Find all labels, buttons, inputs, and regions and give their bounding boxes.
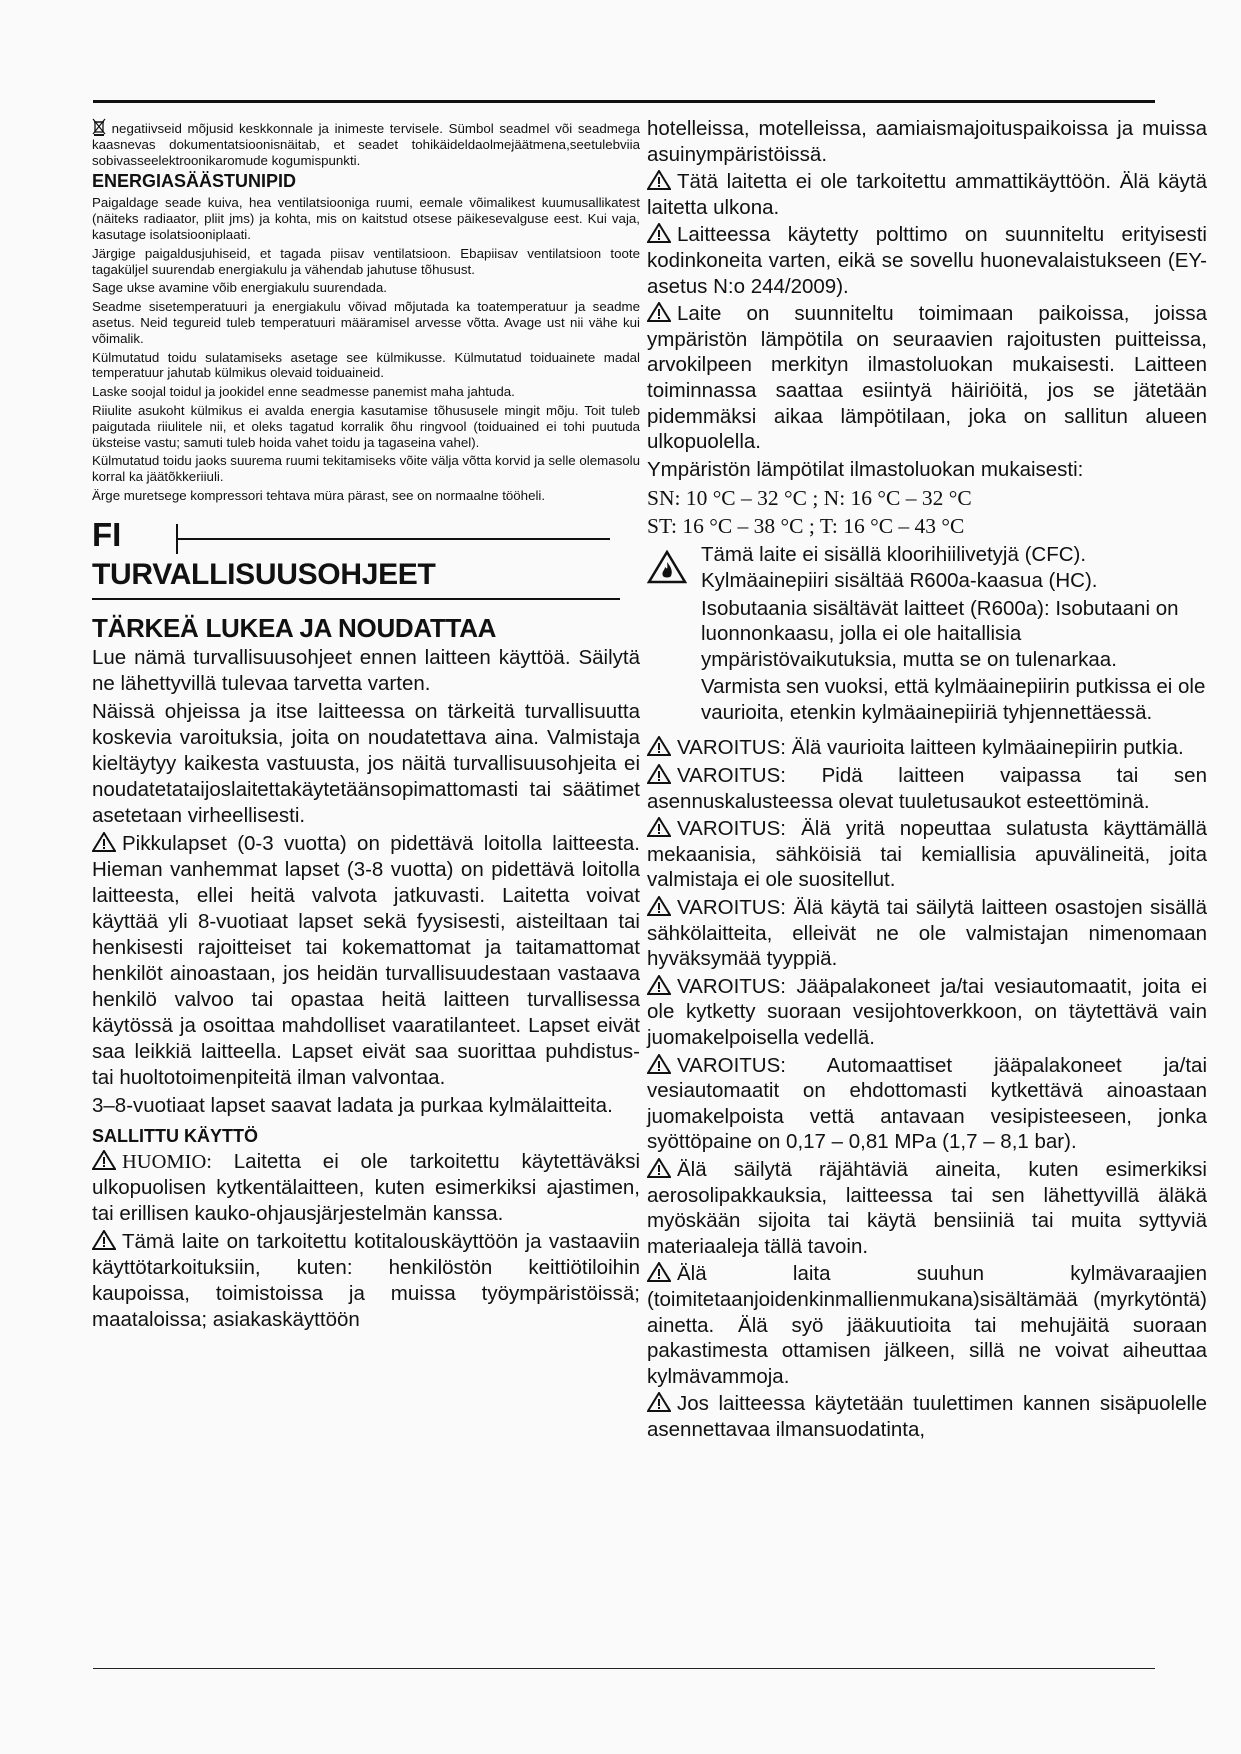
fi-warning-paragraph (647, 763, 1207, 814)
fi-warning-paragraph (647, 1053, 1207, 1155)
et-paragraph: Ärge muretsege kompressori tehtava müra pärast, see on normaalne tööheli. (92, 487, 546, 503)
warning-icon (92, 832, 116, 852)
warning-icon (647, 896, 671, 916)
warning-icon (647, 302, 671, 322)
safety-title: TURVALLISUUSOHJEET (92, 557, 436, 591)
climate-intro: Ympäristön lämpötilat ilmastoluokan mukaisesti: (647, 457, 1084, 481)
finnish-body (92, 645, 640, 1333)
et-paragraph: Seadme sisetemperatuuri ja energiakulu võivad mõjutada ka toatemperatuur ja seadme asetus. Neid tegureid tuleb temperatuuri määramisel arvesse võtta. Avage ust nii vähe kui võimalik. (92, 299, 640, 346)
fi-paragraph: Näissä ohjeissa ja itse laitteessa on tärkeitä turvallisuutta koskevia varoituksia, joita on noudatettava aina. Valmistaja kieltäytyy kaikesta vastuusta, jos näitä turvallisuusohjeita ei noudatetataijoslaitettakäytetäänsopimattomasti tai säätimet asetetaan virheellisesti. (92, 699, 640, 827)
et-paragraph: Paigaldage seade kuiva, hea ventilatsiooniga ruumi, eemale võimalikest kuumusallikatest (näiteks radiaator, pliit jms) ja kohta, mis on kaitstud otsese päikesevalguse eest. Kui vaja, kasutage isolatsiooniplaati. (92, 195, 640, 242)
fi-warning-paragraph (647, 169, 1207, 220)
fi-warning-paragraph (647, 974, 1207, 1051)
warning-icon (92, 1230, 116, 1250)
warning-text: VAROITUS: Älä vaurioita laitteen kylmäainepiirin putkia. (677, 736, 1184, 760)
bottom-rule (93, 1668, 1155, 1669)
fi-warning-paragraph (647, 816, 1207, 893)
warning-text: VAROITUS: Älä yritä nopeuttaa sulatusta käyttämällä mekaanisia, sähköisiä tai kemiallisia apuvälineitä, joita valmistaja ei ole suositellut. (647, 817, 1207, 892)
warning-icon (647, 170, 671, 190)
flammable-text-3: Varmista sen vuoksi, että kylmäainepiirin putkissa ei ole vaurioita, etenkin kylmäainepiiriä tyhjennettäessä. (701, 675, 1206, 724)
warning-icon (92, 1150, 116, 1170)
fi-warning-paragraph (647, 222, 1207, 299)
fi-lamp-text: Laitteessa käytetty polttimo on suunniteltu erityisesti kodinkoneita varten, eikä se sovellu huonevalaistukseen (EY-asetus N:o 244/2009). (647, 223, 1207, 298)
fi-household-text: Tämä laite on tarkoitettu kotitalouskäyttöön ja vastaaviin käyttötarkoituksiin, kuten: henkilöstön keittiötiloihin kaupoissa, toimistoissa ja muissa työympäristöissä; maataloissa; asiakaskäyttöön (92, 1229, 640, 1331)
left-column (92, 118, 640, 1335)
fi-warning-paragraph (647, 735, 1207, 761)
warning-label: HUOMIO: (122, 1150, 212, 1173)
warning-icon (647, 817, 671, 837)
warning-icon (647, 1054, 671, 1074)
et-paragraph: Riiulite asukoht külmikus ei avalda energia kasutamise tõhususele mingit mõju. Toit tuleb paigutada riiulitele nii, et oleks tagatud korralik õhu ringvool (toiduained ei tohi puutuda üksteise vastu; samuti tuleb hoida vahet toidu ja tagaseina vahel). (92, 402, 640, 450)
estonian-intro (92, 118, 640, 168)
crossed-bin-icon (92, 118, 106, 136)
fi-paragraph: hotelleissa, motelleissa, aamiaismajoituspaikoissa ja muissa asuinympäristöissä. (647, 117, 1207, 166)
warning-icon (647, 1392, 671, 1412)
warning-text: VAROITUS: Jääpalakoneet ja/tai vesiautomaatit, joita ei ole kytketty suoraan vesijohtoverkkoon, on täytettävä vain juomakelpoisella vedellä. (647, 974, 1207, 1049)
warning-icon (647, 1262, 671, 1282)
warning-text: Älä säilytä räjähtäviä aineita, kuten esimerkiksi aerosolipakkauksia, laitteessa tai sen lähettyvillä äläkä myöskään sijoita tai käytä bensiiniä tai muita syttyviä materiaaleja tällä tavoin. (647, 1157, 1207, 1258)
fi-professional-text: Tätä laitetta ei ole tarkoitettu ammattikäyttöön. Älä käytä laitetta ulkona. (647, 170, 1207, 219)
warning-icon (647, 736, 671, 756)
warning-text: Jos laitteessa käytetään tuulettimen kannen sisäpuolelle asennettavaa ilmansuodatinta, (647, 1392, 1207, 1441)
fi-paragraph: Lue nämä turvallisuusohjeet ennen laitteen käyttöä. Säilytä ne lähettyvillä tulevaa tarvetta varten. (92, 645, 640, 695)
header-line (178, 538, 610, 540)
estonian-intro-text: negatiivseid mõjusid keskkonnale ja inimeste tervisele. Sümbol seadmel või seadmega kaasnevas dokumentatsioonisnäitab, et seadet tohikäideldaolmejäätmena,seetulebviia sobivasseelektroonikaromude kogumispunkti. (92, 121, 640, 168)
fi-children-text: Pikkulapset (0-3 vuotta) on pidettävä loitolla laitteesta. Hieman vanhemmat lapset (3-8 vuotta) on pidettävä loitolla laitteesta, ellei heitä valvota jatkuvasti. Laitetta voivat käyttää yli 8-vuotiaat lapset sekä fyysisesti, aisteiltaan tai henkisesti rajoitteiset tai kokemattomat ja taitamattomat henkilöt ainoastaan, jos heidän turvallisuudestaan vastaava henkilö valvoo tai opastaa heitä laitteen turvallisessa käytössä ja osoittaa mahdolliset vaaratilanteet. Lapset eivät saa leikkiä laitteella. Lapset eivät saa suorittaa puhdistus- tai huoltotoimenpiteitä ilman valvontaa. (92, 831, 640, 1089)
title-underline (92, 598, 620, 600)
climate-line-1: SN: 10 °C – 32 °C ; N: 16 °C – 32 °C (647, 486, 972, 511)
warning-text: VAROITUS: Älä käytä tai säilytä laitteen osastojen sisällä sähkölaitteita, elleivät ne ole valmistajan nimenomaan hyväksymää tyyppiä. (647, 896, 1207, 971)
et-paragraph: Külmutatud toidu sulatamiseks asetage see külmikusse. Külmutatud toiduainete madal temperatuur jahutab külmikus olevaid toiduaineid. (92, 349, 640, 381)
flammable-text-2: Isobutaania sisältävät laitteet (R600a): Isobutaani on luonnonkaasu, jolla ei ole haitallisia ympäristövaikutuksia, mutta se on tulenarkaa. (701, 596, 1179, 671)
safety-subtitle: TÄRKEÄ LUKEA JA NOUDATTAA (92, 612, 497, 643)
fi-warning-paragraph (92, 1149, 640, 1227)
warning-text: VAROITUS: Pidä laitteen vaipassa tai sen asennuskalusteessa olevat tuuletusaukot esteettöminä. (647, 764, 1207, 813)
warning-text: VAROITUS: Automaattiset jääpalakoneet ja/tai vesiautomaatit on ehdottomasti kytkettävä ainoastaan juomakelpoista vettä antavaan vesipisteeseen, jonka syöttöpaine on 0,17 – 0,81 MPa (1,7 – 8,1 bar). (647, 1053, 1207, 1154)
finnish-header (92, 515, 640, 618)
fi-warning-paragraph (92, 1229, 640, 1333)
et-paragraph: Laske soojal toidul ja jookidel enne seadmesse panemist maha jahtuda. (92, 384, 515, 400)
warning-text: Älä laita suuhun kylmävaraajien (toimitetaanjoidenkinmallienmukana)sisältämää (myrkytöntä) ainetta. Älä syö jääkuutioita tai mehujäitä suoraan pakastimesta ottamisen jälkeen, sillä ne voivat aiheuttaa kylmävammoja. (647, 1262, 1207, 1388)
warning-icon (647, 1158, 671, 1178)
flammable-section (647, 542, 1207, 735)
top-rule (93, 100, 1155, 103)
et-paragraph: Külmutatud toidu jaoks suurema ruumi tekitamiseks võite välja võtta korvid ja selle olemasolu korral ka jäätõkkeriiuli. (92, 453, 640, 485)
energy-tips-heading: ENERGIASÄÄSTUNIPID (92, 171, 297, 192)
right-column (647, 116, 1207, 1445)
warning-icon (647, 975, 671, 995)
estonian-section (92, 118, 640, 504)
fi-warning-paragraph (647, 1391, 1207, 1442)
et-paragraph: Sage ukse avamine võib energiakulu suurendada. (92, 280, 387, 296)
fi-caution-text: Laitetta ei ole tarkoitettu käytettäväksi ulkopuolisen kytkentälaitteen, kuten esimerkiksi ajastimen, tai erillisen kauko-ohjausjärjestelmän kanssa. (92, 1149, 640, 1225)
flammable-text-1: Tämä laite ei sisällä kloorihiilivetyjä (CFC). Kylmäainepiiri sisältää R600a-kaasua (HC). (701, 543, 1098, 592)
climate-line-2: ST: 16 °C – 38 °C ; T: 16 °C – 43 °C (647, 514, 965, 539)
allowed-use-heading: SALLITTU KÄYTTÖ (92, 1125, 258, 1146)
fi-warning-paragraph (647, 1261, 1207, 1389)
language-code: FI (92, 515, 122, 553)
fi-warning-paragraph (92, 831, 640, 1091)
warning-icon (647, 764, 671, 784)
fi-warning-paragraph (647, 301, 1207, 455)
warning-icon (647, 223, 671, 243)
flammable-warning-icon (647, 550, 687, 584)
fi-warning-paragraph (647, 895, 1207, 972)
fi-paragraph: 3–8-vuotiaat lapset saavat ladata ja purkaa kylmälaitteita. (92, 1093, 613, 1117)
et-paragraph: Järgige paigaldusjuhiseid, et tagada piisav ventilatsioon. Ebapiisav ventilatsioon toote tagaküljel suurendab energiakulu ja vähendab jahutuse tõhusust. (92, 245, 640, 277)
fi-ambient-text: Laite on suunniteltu toimimaan paikoissa, joissa ympäristön lämpötila on seuraavien rajoitusten puitteissa, arvokilpeen merkityn ilmastoluokan mukaisesti. Laitteen toiminnassa saattaa esiintyä häiriöitä, jos se jätetään pidemmäksi aikaa lämpötilaan, joka on sallitun alueen ulkopuolella. (647, 302, 1207, 454)
fi-warning-paragraph (647, 1157, 1207, 1259)
